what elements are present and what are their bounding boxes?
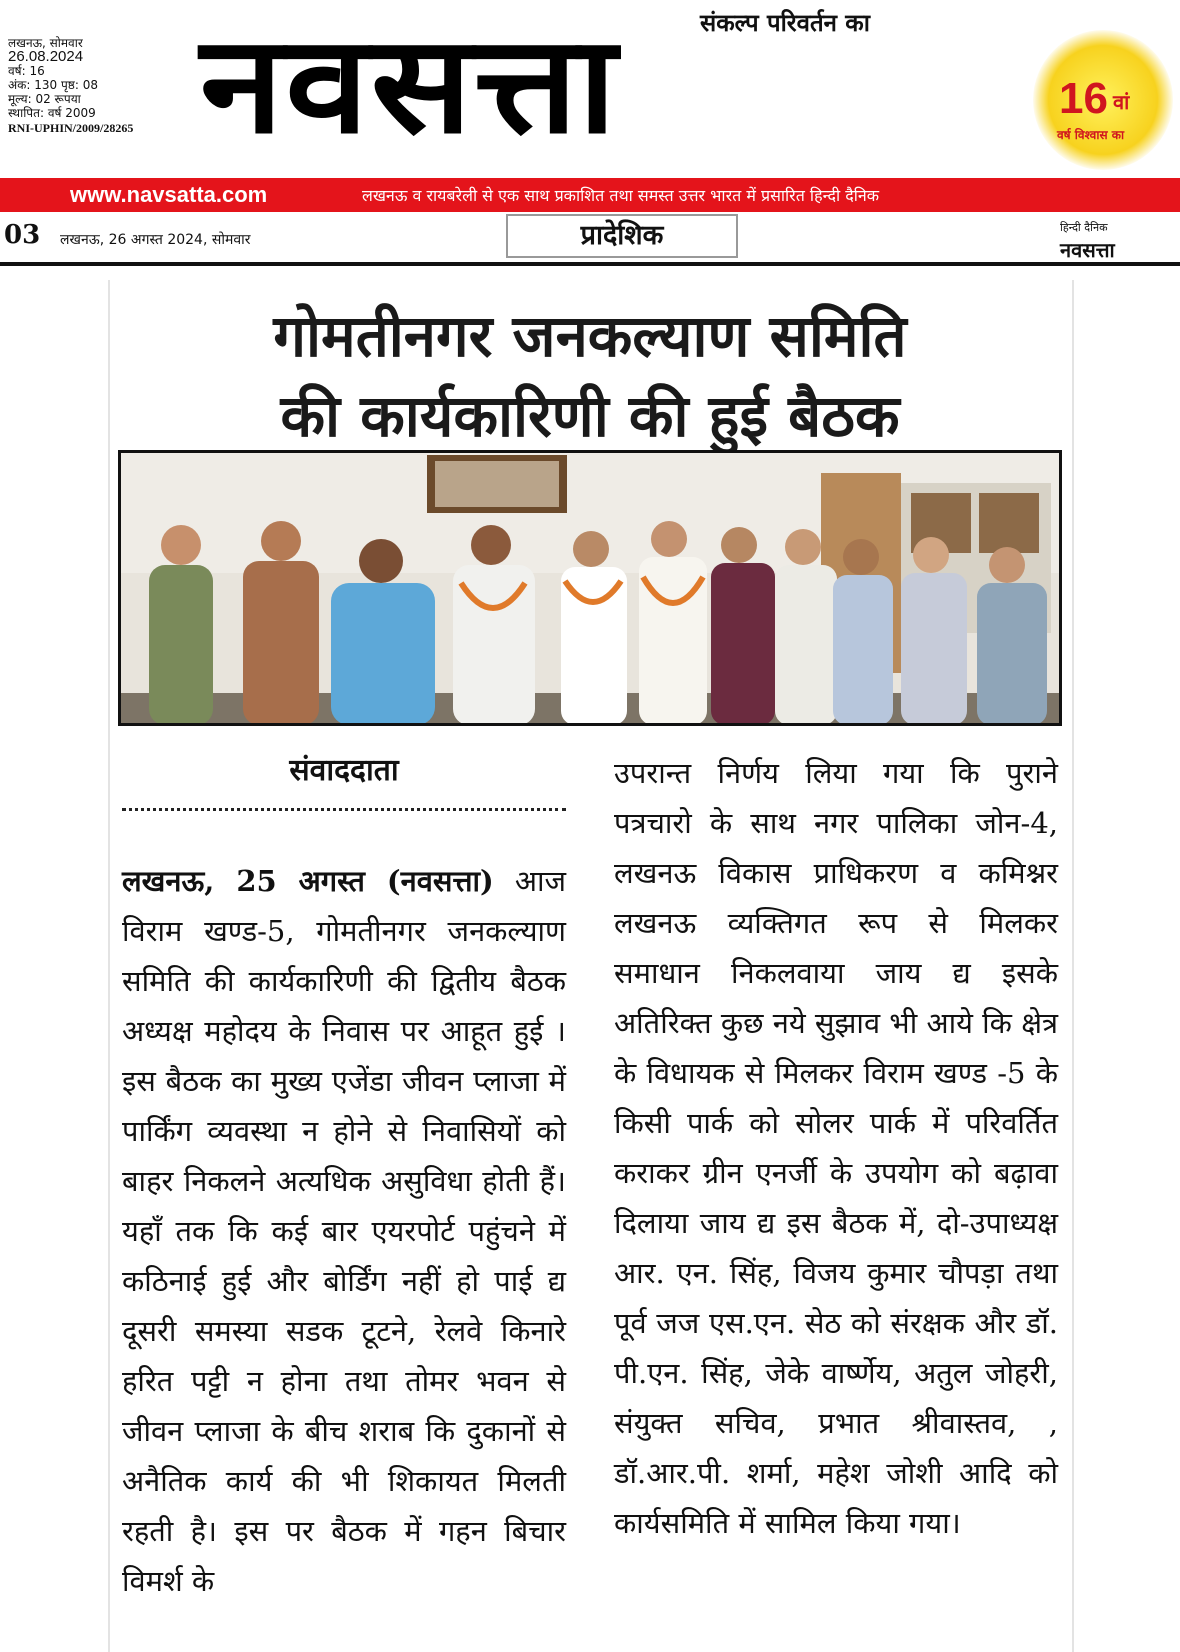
meta-city-day: लखनऊ, सोमवार — [8, 36, 83, 50]
article-headline — [120, 296, 1060, 456]
masthead-tagline: संकल्प परिवर्तन का — [700, 8, 870, 37]
article-body-left: आज विराम खण्ड-5, गोमतीनगर जनकल्याण समिति की कार्यकारिणी की द्वितीय बैठक अध्यक्ष महोदय के निवास पर आहूत हुई । इस बैठक का मुख्य एजेंडा जीवन प्लाजा में पार्किंग व्यवस्था न होने से निवासियों को बाहर निकलने अत्यधिक असुविधा होती हैं। यहाँ तक कि कई बार एयरपोर्ट पहुंचने में कठिनाई हुई और बोर्डिंग नहीं हो पाई द्य दूसरी समस्या सडक टूटने, रेलवे किनारे हरित पट्टी न होना तथा तोमर भवन से जीवन प्लाजा के बीच शराब कि दुकानों से अनैतिक कार्य की भी शिकायत मिलती रहती है। इस पर बैठक में गहन बिचार विमर्श के — [122, 864, 566, 1598]
website-link[interactable]: www.navsatta.com — [70, 182, 268, 207]
meta-date: 26.08.2024 — [8, 48, 84, 65]
anniversary-badge — [1033, 30, 1173, 170]
anniversary-suffix: वां — [1113, 90, 1130, 114]
banner-description: लखनऊ व रायबरेली से एक साथ प्रकाशित तथा समस्त उत्तर भारत में प्रसारित हिन्दी दैनिक — [362, 186, 880, 205]
group-photo-illustration — [121, 453, 1062, 726]
group-photo — [118, 450, 1062, 726]
headline-line-2: की कार्यकारिणी की हुई बैठक — [280, 382, 900, 450]
meta-issue: अंक: 130 पृष्ठ: 08 — [8, 78, 98, 92]
page-info-line — [0, 214, 1180, 262]
article-byline: संवाददाता — [289, 753, 399, 788]
newspaper-title: नवसत्ता — [200, 7, 619, 164]
byline-divider — [122, 808, 566, 811]
article-column-left — [122, 856, 566, 1606]
page-number: 03 — [4, 220, 41, 250]
section-label: प्रादेशिक — [506, 214, 738, 258]
article-body-right: उपरान्त निर्णय लिया गया कि पुराने पत्रचारो के साथ नगर पालिका जोन-4, लखनऊ विकास प्राधिकरण व कमिश्नर लखनऊ व्यक्तिगत रूप से मिलकर समाधान निकलवाया जाय द्य इसके अतिरिक्त कुछ नये सुझाव भी आये कि क्षेत्र के विधायक से मिलकर विराम खण्ड -5 के किसी पार्क को सोलर पार्क में परिवर्तित कराकर ग्रीन एनर्जी के उपयोग को बढ़ावा दिलाया जाय द्य इस बैठक में, दो-उपाध्यक्ष आर. एन. सिंह, विजय कुमार चौपड़ा तथा पूर्व जज एस.एन. सेठ को संरक्षक और डॉ. पी.एन. सिंह, जेके वार्ष्णेय, अतुल जोहरी, संयुक्त सचिव, प्रभात श्रीवास्तव, , डॉ.आर.पी. शर्मा, महेश जोशी आदि को कार्यसमिति में सामिल किया गया। — [614, 756, 1058, 1540]
anniversary-number: 16 — [1059, 74, 1108, 123]
small-logo-title: नवसत्ता — [1060, 238, 1115, 262]
article-column-right — [614, 748, 1058, 1548]
meta-rni: RNI-UPHIN/2009/28265 — [8, 121, 134, 135]
small-logo-label: हिन्दी दैनिक — [1060, 221, 1108, 234]
meta-price: मूल्य: 02 रूपया — [8, 92, 81, 106]
meta-established: स्थापित: वर्ष 2009 — [8, 106, 96, 120]
banner-bar — [0, 178, 1180, 212]
headline-line-1: गोमतीनगर जनकल्याण समिति — [273, 302, 907, 370]
page-dateline: लखनऊ, 26 अगस्त 2024, सोमवार — [60, 232, 251, 248]
issue-meta — [8, 36, 168, 135]
article-lead: लखनऊ, 25 अगस्त (नवसत्ता) — [122, 864, 494, 898]
header-rule — [0, 262, 1180, 266]
meta-year: वर्ष: 16 — [8, 64, 45, 78]
anniversary-subtitle: वर्ष विश्वास का — [1057, 128, 1125, 142]
